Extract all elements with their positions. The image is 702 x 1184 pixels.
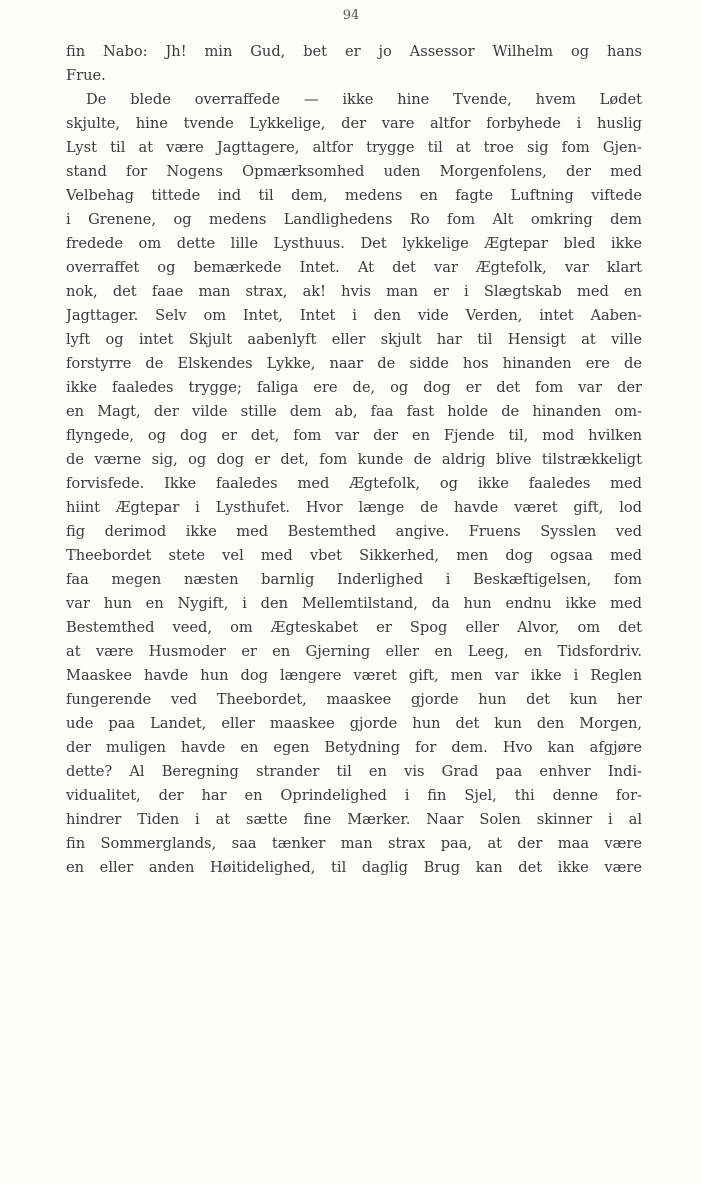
text-line: de værne sig, og dog er det, fom kunde de aldrig blive tilstrækkeligt	[66, 451, 642, 468]
text-line: hiint Ægtepar i Lysthufet. Hvor længe de havde været gift, lod	[66, 499, 642, 516]
text-line: fig derimod ikke med Bestemthed angive. Fruens Sysslen ved	[66, 523, 642, 540]
text-line: hindrer Tiden i at sætte fine Mærker. Naar Solen skinner i al	[66, 811, 642, 828]
text-line: en Magt, der vilde stille dem ab, faa fast holde de hinanden om-	[66, 403, 642, 420]
page-number: 94	[342, 8, 360, 23]
text-line: fin Nabo: Jh! min Gud, bet er jo Assessor Wilhelm og hans	[66, 43, 642, 60]
text-line: forstyrre de Elskendes Lykke, naar de sidde hos hinanden ere de	[66, 355, 642, 372]
text-line: Jagttager. Selv om Intet, Intet i den vide Verden, intet Aaben-	[66, 307, 642, 324]
text-line: lyft og intet Skjult aabenlyft eller skjult har til Hensigt at ville	[66, 331, 642, 348]
text-line: Frue.	[66, 67, 106, 84]
text-line: nok, det faae man strax, ak! hvis man er i Slægtskab med en	[66, 283, 642, 300]
text-line: var hun en Nygift, i den Mellemtilstand, da hun endnu ikke med	[66, 595, 642, 612]
text-line: Bestemthed veed, om Ægteskabet er Spog eller Alvor, om det	[66, 619, 642, 636]
text-line: De blede overraffede — ikke hine Tvende, hvem Lødet	[86, 91, 642, 108]
text-line: i Grenene, og medens Landlighedens Ro fom Alt omkring dem	[66, 211, 642, 228]
text-line: Theebordet stete vel med vbet Sikkerhed, men dog ogsaa med	[66, 547, 642, 564]
text-line: vidualitet, der har en Oprindelighed i fin Sjel, thi denne for-	[66, 787, 642, 804]
text-line: overraffet og bemærkede Intet. At det var Ægtefolk, var klart	[66, 259, 642, 276]
text-line: fin Sommerglands, saa tænker man strax paa, at der maa være	[66, 835, 642, 852]
text-line: ikke faaledes trygge; faliga ere de, og dog er det fom var der	[66, 379, 642, 396]
text-line: flyngede, og dog er det, fom var der en Fjende til, mod hvilken	[66, 427, 642, 444]
text-line: stand for Nogens Opmærksomhed uden Morgenfolens, der med	[66, 163, 642, 180]
text-line: Lyst til at være Jagttagere, altfor trygge til at troe sig fom Gjen-	[66, 139, 642, 156]
text-line: der muligen havde en egen Betydning for dem. Hvo kan afgjøre	[66, 739, 642, 756]
text-line: at være Husmoder er en Gjerning eller en Leeg, en Tidsfordriv.	[66, 643, 642, 660]
text-line: skjulte, hine tvende Lykkelige, der vare altfor forbyhede i huslig	[66, 115, 642, 132]
text-line: Maaskee havde hun dog længere været gift, men var ikke i Reglen	[66, 667, 642, 684]
text-line: Velbehag tittede ind til dem, medens en fagte Luftning viftede	[66, 187, 642, 204]
body-text	[66, 40, 642, 880]
text-line: dette? Al Beregning strander til en vis Grad paa enhver Indi-	[66, 763, 642, 780]
text-line: en eller anden Høitidelighed, til daglig Brug kan det ikke være	[66, 859, 642, 876]
text-line: forvisfede. Ikke faaledes med Ægtefolk, og ikke faaledes med	[66, 475, 642, 492]
text-line: fungerende ved Theebordet, maaskee gjorde hun det kun her	[66, 691, 642, 708]
text-line: faa megen næsten barnlig Inderlighed i Beskæftigelsen, fom	[66, 571, 642, 588]
text-line: ude paa Landet, eller maaskee gjorde hun det kun den Morgen,	[66, 715, 642, 732]
text-line: fredede om dette lille Lysthuus. Det lykkelige Ægtepar bled ikke	[66, 235, 642, 252]
